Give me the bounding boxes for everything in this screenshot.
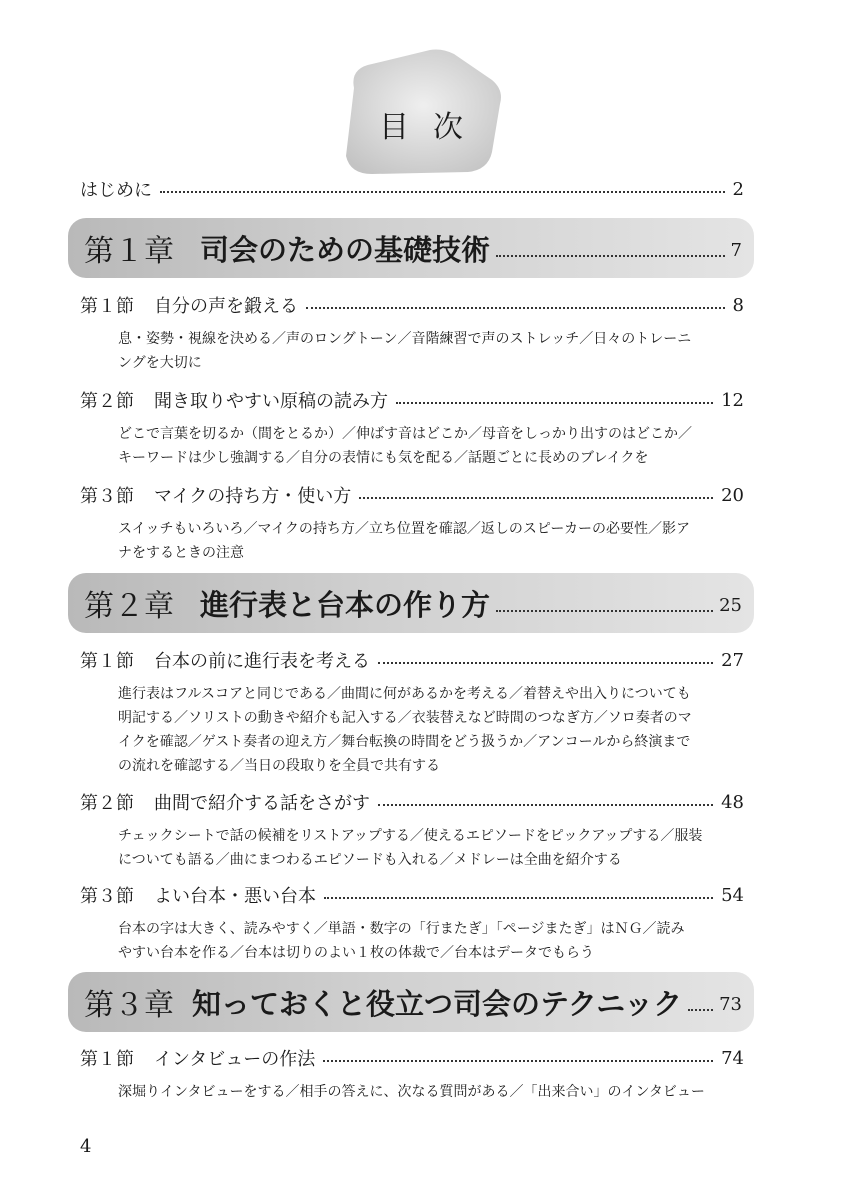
section-title: マイクの持ち方・使い方 (154, 486, 352, 507)
toc-section-3-1[interactable] (80, 1043, 744, 1073)
section-description (118, 682, 738, 778)
leader-dots (688, 1009, 713, 1011)
description-line: どこで言葉を切るか（間をとるか）／伸ばす音はどこか／母音をしっかり出すのはどこか／ (118, 426, 692, 442)
leader-dots (359, 497, 713, 499)
section-title: 台本の前に進行表を考える (154, 651, 370, 672)
description-line: チェックシートで話の候補をリストアップする／使えるエピソードをピックアップする／服装 (118, 828, 703, 844)
section-title: 聞き取りやすい原稿の読み方 (154, 391, 388, 412)
chapter-3-band[interactable] (68, 972, 754, 1032)
chapter-number: 第２章 (84, 589, 174, 624)
leader-dots (496, 610, 713, 612)
toc-page-number: 2 (732, 178, 744, 200)
toc-section-1-1[interactable] (80, 290, 744, 320)
section-page-number: 8 (732, 294, 744, 316)
chapter-title: 知っておくと役立つ司会のテクニック (192, 986, 683, 1021)
description-line: キーワードは少し強調する／自分の表情にも気を配る／話題ごとに長めのブレイクを (118, 450, 649, 466)
chapter-1-band[interactable] (68, 218, 754, 278)
section-page-number: 20 (721, 484, 744, 506)
chapter-page-number: 25 (719, 594, 742, 616)
description-line: 息・姿勢・視線を決める／声のロングトーン／音階練習で声のストレッチ／日々のトレーニ (118, 331, 692, 347)
leader-dots (324, 897, 713, 899)
description-line: 進行表はフルスコアと同じである／曲間に何があるかを考える／着替えや出入りについても (118, 686, 691, 702)
section-title: 自分の声を鍛える (154, 296, 298, 317)
description-line: ナをするときの注意 (118, 545, 244, 561)
section-page-number: 48 (721, 791, 744, 813)
chapter-page-number: 7 (730, 239, 742, 261)
description-line: やすい台本を作る／台本は切りのよい１枚の体裁で／台本はデータでもらう (118, 945, 594, 961)
section-page-number: 12 (721, 389, 744, 411)
chapter-number: 第３章 (84, 988, 174, 1023)
description-line: 台本の字は大きく、読みやすく／単語・数字の「行またぎ」「ページまたぎ」はＮＧ／読み (118, 921, 685, 937)
section-description (118, 327, 738, 375)
section-title: よい台本・悪い台本 (154, 886, 316, 907)
leader-dots (396, 402, 713, 404)
section-title: 曲間で紹介する話をさがす (154, 793, 370, 814)
toc-section-1-2[interactable] (80, 385, 744, 415)
description-line: ングを大切に (118, 355, 202, 371)
description-line: スイッチもいろいろ／マイクの持ち方／立ち位置を確認／返しのスピーカーの必要性／影ア (118, 521, 691, 537)
description-line: 深堀りインタビューをする／相手の答えに、次なる質問がある／「出来合い」のインタビュー (118, 1084, 705, 1100)
chapter-2-band[interactable] (68, 573, 754, 633)
chapter-page-number: 73 (719, 993, 742, 1015)
toc-section-2-1[interactable] (80, 645, 744, 675)
section-description (118, 422, 738, 470)
leader-dots (160, 191, 725, 193)
leader-dots (306, 307, 725, 309)
section-number: 第１節 (80, 1049, 134, 1070)
section-title: インタビューの作法 (154, 1049, 316, 1070)
description-line: の流れを確認する／当日の段取りを全員で共有する (118, 758, 440, 774)
description-line: 明記する／ソリストの動きや紹介も記入する／衣装替えなど時間のつなぎ方／ソロ奏者のマ (118, 710, 692, 726)
toc-intro-row[interactable] (80, 174, 744, 204)
leader-dots (378, 662, 713, 664)
section-description (118, 917, 738, 965)
section-number: 第１節 (80, 651, 134, 672)
section-description (118, 824, 738, 872)
section-number: 第３節 (80, 486, 134, 507)
page-number: 4 (80, 1136, 92, 1157)
leader-dots (496, 255, 725, 257)
chapter-title: 司会のための基礎技術 (200, 232, 491, 267)
chapter-title: 進行表と台本の作り方 (200, 587, 491, 622)
toc-section-2-3[interactable] (80, 880, 744, 910)
section-page-number: 27 (721, 649, 744, 671)
section-number: 第２節 (80, 793, 134, 814)
description-line: イクを確認／ゲスト奏者の迎え方／舞台転換の時間をどう扱うか／アンコールから終演まで (118, 734, 691, 750)
leader-dots (378, 804, 713, 806)
section-description (118, 1080, 738, 1104)
section-page-number: 74 (721, 1047, 744, 1069)
toc-section-1-3[interactable] (80, 480, 744, 510)
section-page-number: 54 (721, 884, 744, 906)
page-title: 目次 (379, 110, 487, 145)
section-description (118, 517, 738, 565)
chapter-number: 第１章 (84, 234, 174, 269)
section-number: 第３節 (80, 886, 134, 907)
section-number: 第２節 (80, 391, 134, 412)
toc-section-2-2[interactable] (80, 787, 744, 817)
section-number: 第１節 (80, 296, 134, 317)
leader-dots (323, 1060, 713, 1062)
toc-intro-label: はじめに (80, 180, 152, 201)
description-line: についても語る／曲にまつわるエピソードも入れる／メドレーは全曲を紹介する (118, 852, 622, 868)
